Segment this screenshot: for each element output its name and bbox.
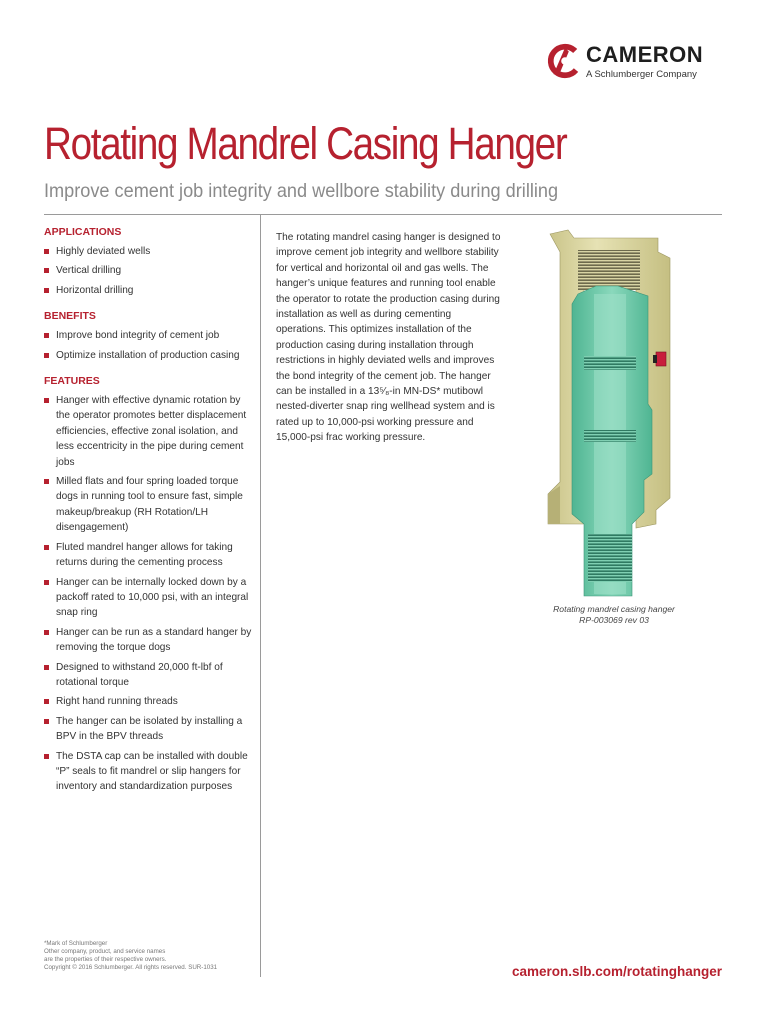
casing-hanger-illustration: [540, 224, 680, 600]
list-item: Highly deviated wells: [44, 244, 256, 259]
brand-tagline: A Schlumberger Company: [586, 69, 697, 80]
benefits-list: [44, 328, 256, 363]
cameron-logo: [546, 40, 736, 86]
list-item: Designed to withstand 20,000 ft-lbf of rotational torque: [44, 660, 256, 691]
housing-base: [548, 486, 560, 524]
seal-ring: [653, 355, 657, 363]
seal-element: [656, 352, 666, 366]
list-item: Hanger can be internally locked down by a packoff rated to 10,000 psi, with an integral snap ring: [44, 575, 256, 621]
list-item: The hanger can be isolated by installing a BPV in the BPV threads: [44, 714, 256, 745]
housing-threads: [578, 250, 640, 290]
column-divider: [260, 215, 261, 977]
applications-heading: APPLICATIONS: [44, 226, 122, 238]
list-item: Hanger with effective dynamic rotation by the operator promotes better displacement efficiencies, effective zonal isolation, and less eccentricity in the pipe during cement jobs: [44, 393, 256, 470]
mandrel-threads: [588, 534, 632, 582]
page-subtitle: Improve cement job integrity and wellbore stability during drilling: [44, 180, 559, 202]
list-item: Horizontal drilling: [44, 283, 256, 298]
list-item: The DSTA cap can be installed with double “P” seals to fit mandrel or slip hangers for inventory and standardization purposes: [44, 749, 256, 795]
footnote-line: are the properties of their respective owners.: [44, 956, 167, 964]
page-title: Rotating Mandrel Casing Hanger: [44, 118, 567, 169]
list-item: Improve bond integrity of cement job: [44, 328, 256, 343]
footnote-line: *Mark of Schlumberger: [44, 940, 108, 947]
brand-name: CAMERON: [586, 42, 704, 67]
mandrel-threads: [584, 430, 636, 442]
website-link[interactable]: cameron.slb.com/rotatinghanger: [511, 964, 722, 979]
mandrel-threads: [584, 356, 636, 370]
list-item: Hanger can be run as a standard hanger by removing the torque dogs: [44, 625, 256, 656]
footnote-line: Copyright © 2016 Schlumberger. All rights reserved. SUR-1031: [44, 964, 218, 972]
footnote: [44, 940, 254, 972]
footnote-line: Other company, product, and service names: [44, 948, 166, 956]
list-item: Fluted mandrel hanger allows for taking returns during the cementing process: [44, 540, 256, 571]
list-item: Milled flats and four spring loaded torque dogs in running tool to ensure fast, simple makeup/breakup (RH Rotation/LH disengagement): [44, 474, 256, 536]
benefits-heading: BENEFITS: [44, 310, 96, 323]
figure-caption: [530, 604, 698, 626]
caption-line: RP-003069 rev 03: [579, 615, 649, 625]
header-divider: [44, 214, 722, 215]
caption-line: Rotating mandrel casing hanger: [553, 604, 675, 614]
list-item: Optimize installation of production casing: [44, 348, 256, 363]
applications-list: [44, 244, 256, 298]
features-heading: FEATURES: [44, 375, 100, 388]
features-list: [44, 393, 256, 795]
left-column: [44, 226, 256, 799]
list-item: Right hand running threads: [44, 694, 256, 709]
description-paragraph: The rotating mandrel casing hanger is designed to improve cement job integrity and wellbore stability for vertical and horizontal oil and gas wells. The hanger’s unique features and running tool enable the operator to rotate the production casing during installation as well as during cementing operations. This optimizes installation of the production casing during installation through restrictions in highly deviated wells and improves the bond integrity of the cement job. The hanger can be installed in a 13⁵⁄₈-in MN-DS* mutibowl nested-diverter snap ring wellhead system and is rated up to 10,000-psi working pressure and 15,000-psi frac working pressure.: [276, 232, 501, 444]
cameron-emblem-icon: [546, 42, 584, 80]
list-item: Vertical drilling: [44, 263, 256, 278]
